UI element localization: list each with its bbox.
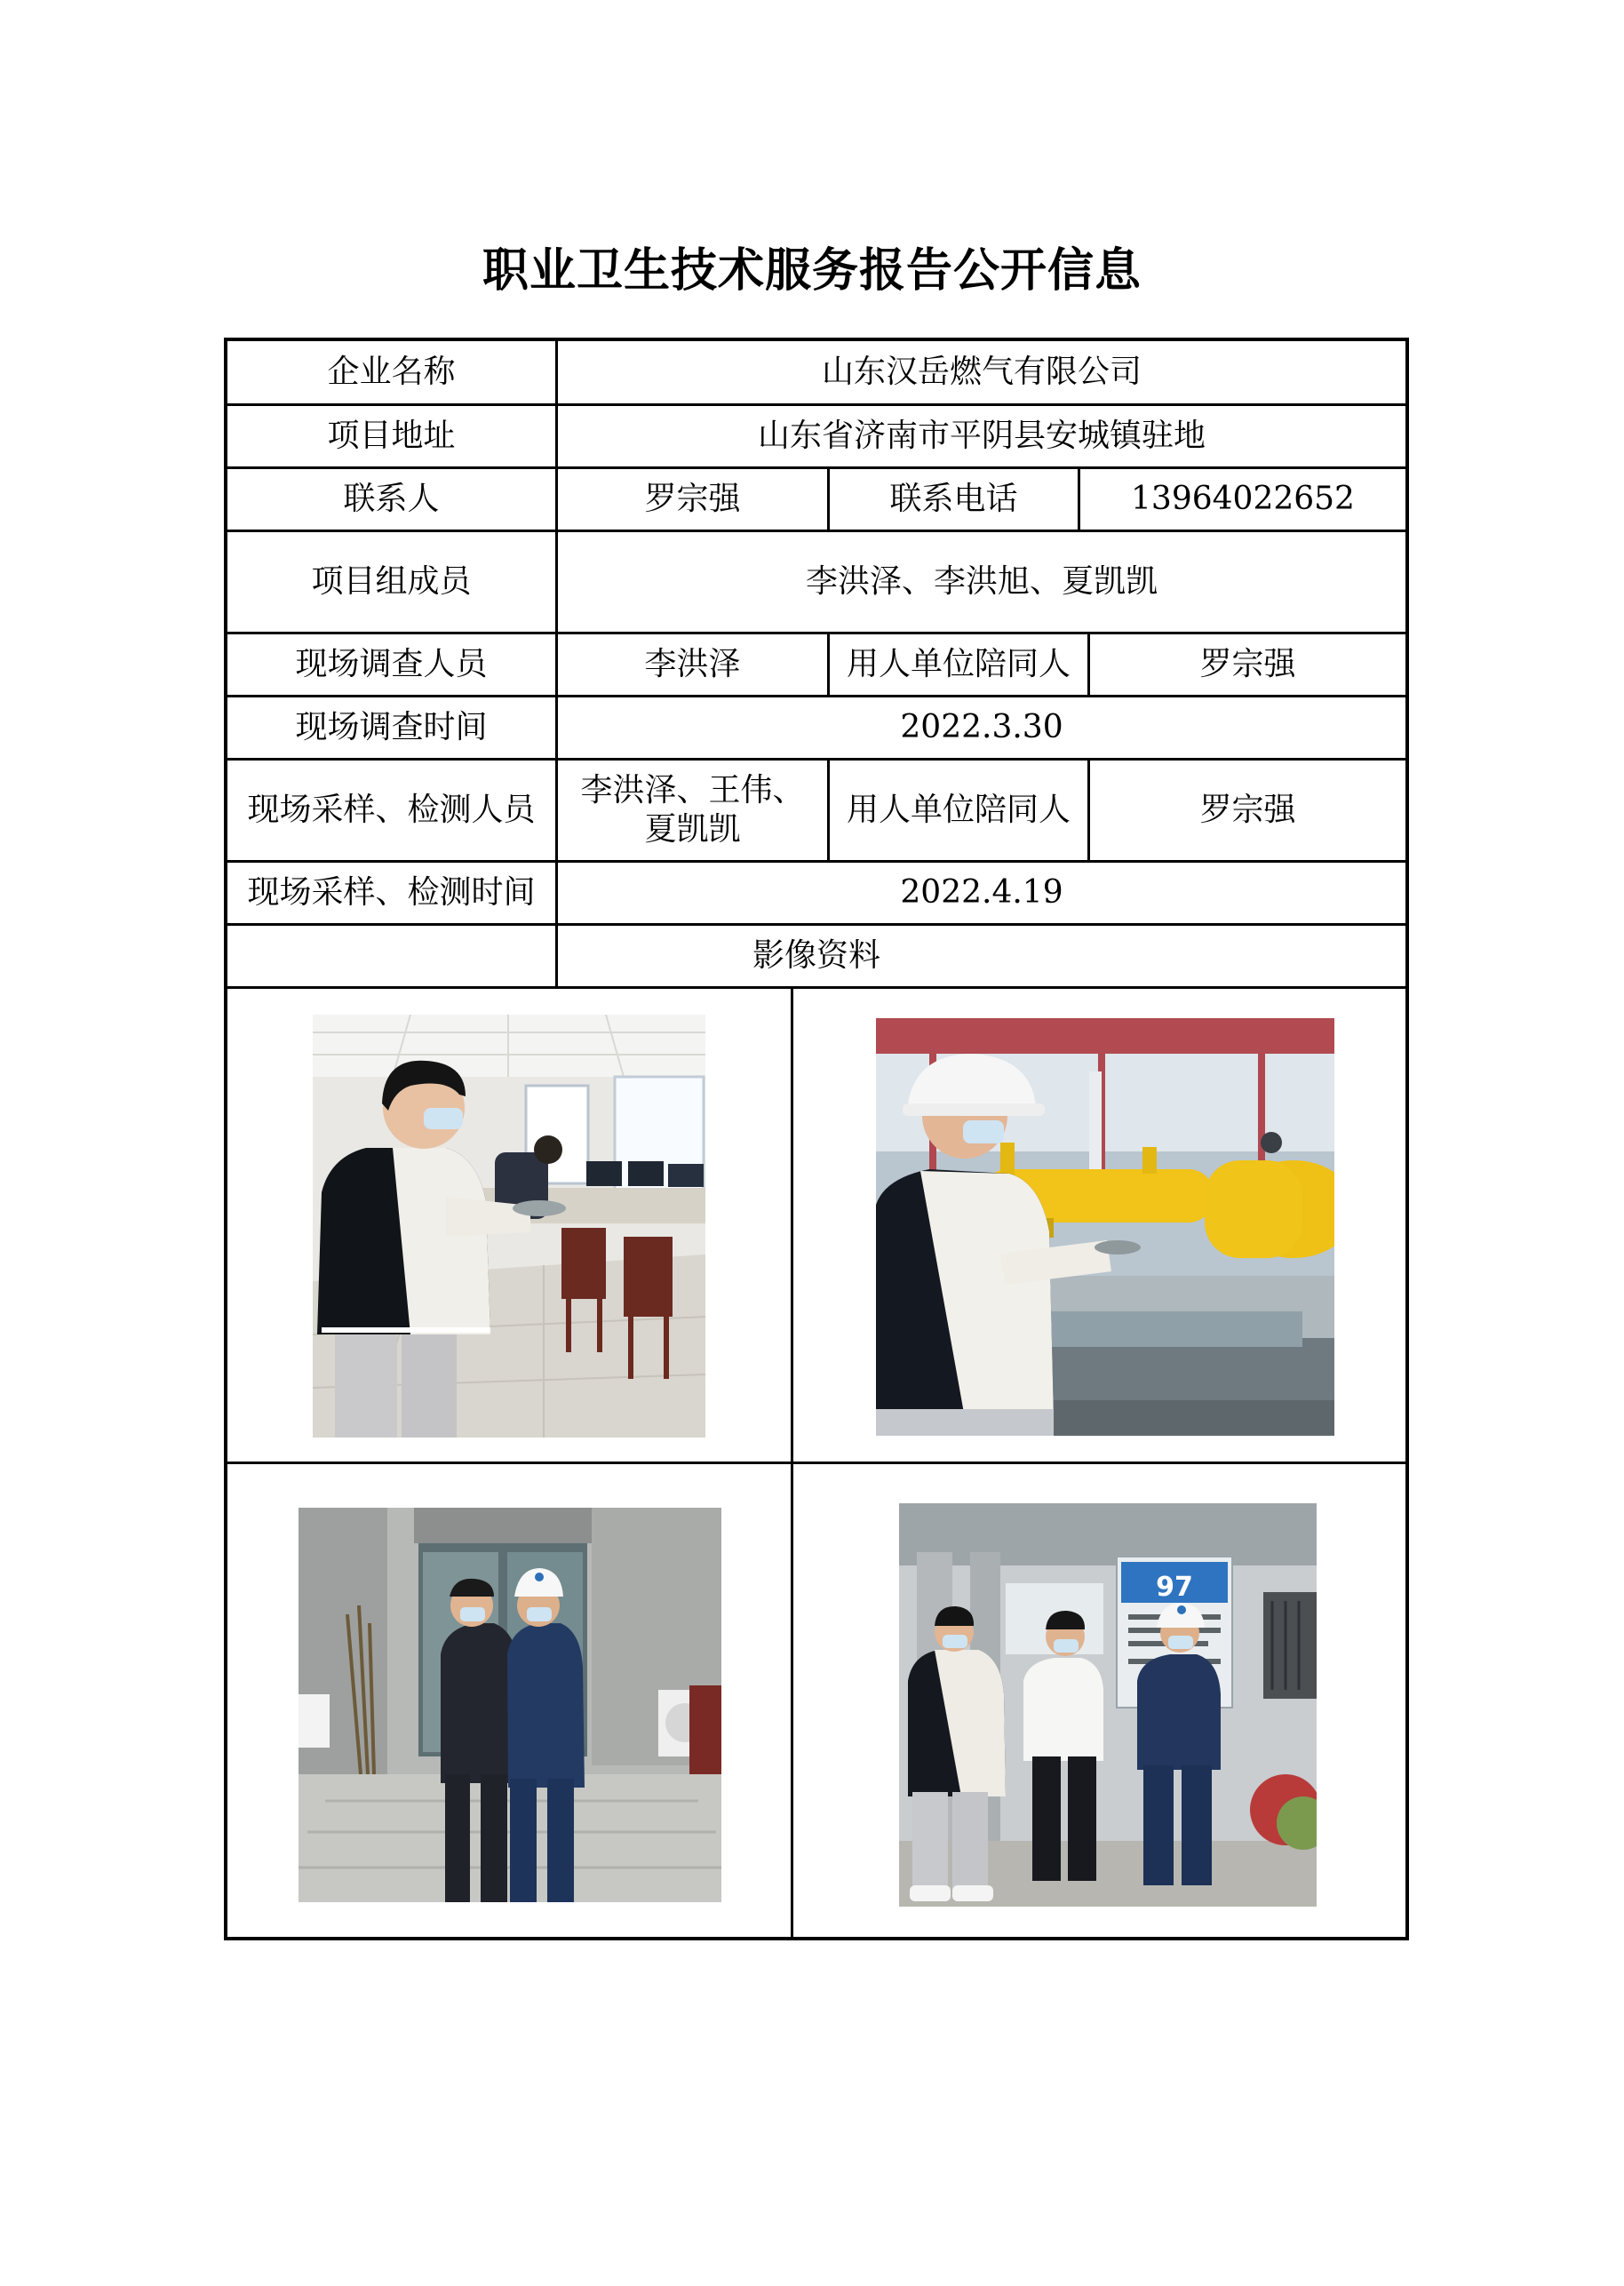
photo-station-sign-staff — [899, 1503, 1317, 1907]
members-label: 项目组成员 — [311, 563, 472, 600]
photo-gas-equipment — [876, 1018, 1334, 1436]
company-value: 山东汉岳燃气有限公司 — [821, 354, 1142, 390]
sampling-time-value: 2022.4.19 — [900, 874, 1063, 911]
survey-staff-label: 现场调查人员 — [295, 646, 488, 682]
members-value: 李洪泽、李洪旭、夏凯凯 — [805, 563, 1158, 600]
survey-time-value: 2022.3.30 — [900, 709, 1063, 745]
images-label: 影像资料 — [752, 937, 880, 974]
survey-escort-label: 用人单位陪同人 — [846, 646, 1071, 682]
contact-label: 联系人 — [343, 481, 440, 517]
info-table — [224, 338, 1409, 1940]
contact-value: 罗宗强 — [644, 481, 741, 517]
photo-control-room — [313, 1015, 705, 1438]
sampling-escort-label: 用人单位陪同人 — [846, 792, 1071, 828]
survey-staff-value: 李洪泽 — [644, 646, 741, 682]
phone-label: 联系电话 — [889, 481, 1018, 517]
address-label: 项目地址 — [327, 418, 456, 454]
company-label: 企业名称 — [327, 354, 456, 390]
sampling-escort-value: 罗宗强 — [1199, 792, 1296, 828]
sampling-staff-label: 现场采样、检测人员 — [247, 792, 536, 828]
page-title: 职业卫生技术服务报告公开信息 — [482, 244, 1142, 298]
address-value: 山东省济南市平阴县安城镇驻地 — [757, 418, 1206, 454]
photo-entrance-staff — [299, 1508, 721, 1902]
phone-value: 13964022652 — [1131, 481, 1355, 517]
survey-escort-value: 罗宗强 — [1199, 646, 1296, 682]
survey-time-label: 现场调查时间 — [295, 709, 488, 745]
photo-sign-number: 97 — [1156, 1572, 1193, 1603]
sampling-time-label: 现场采样、检测时间 — [247, 874, 536, 911]
sampling-staff-value: 李洪泽、王伟、夏凯凯 — [580, 772, 805, 848]
